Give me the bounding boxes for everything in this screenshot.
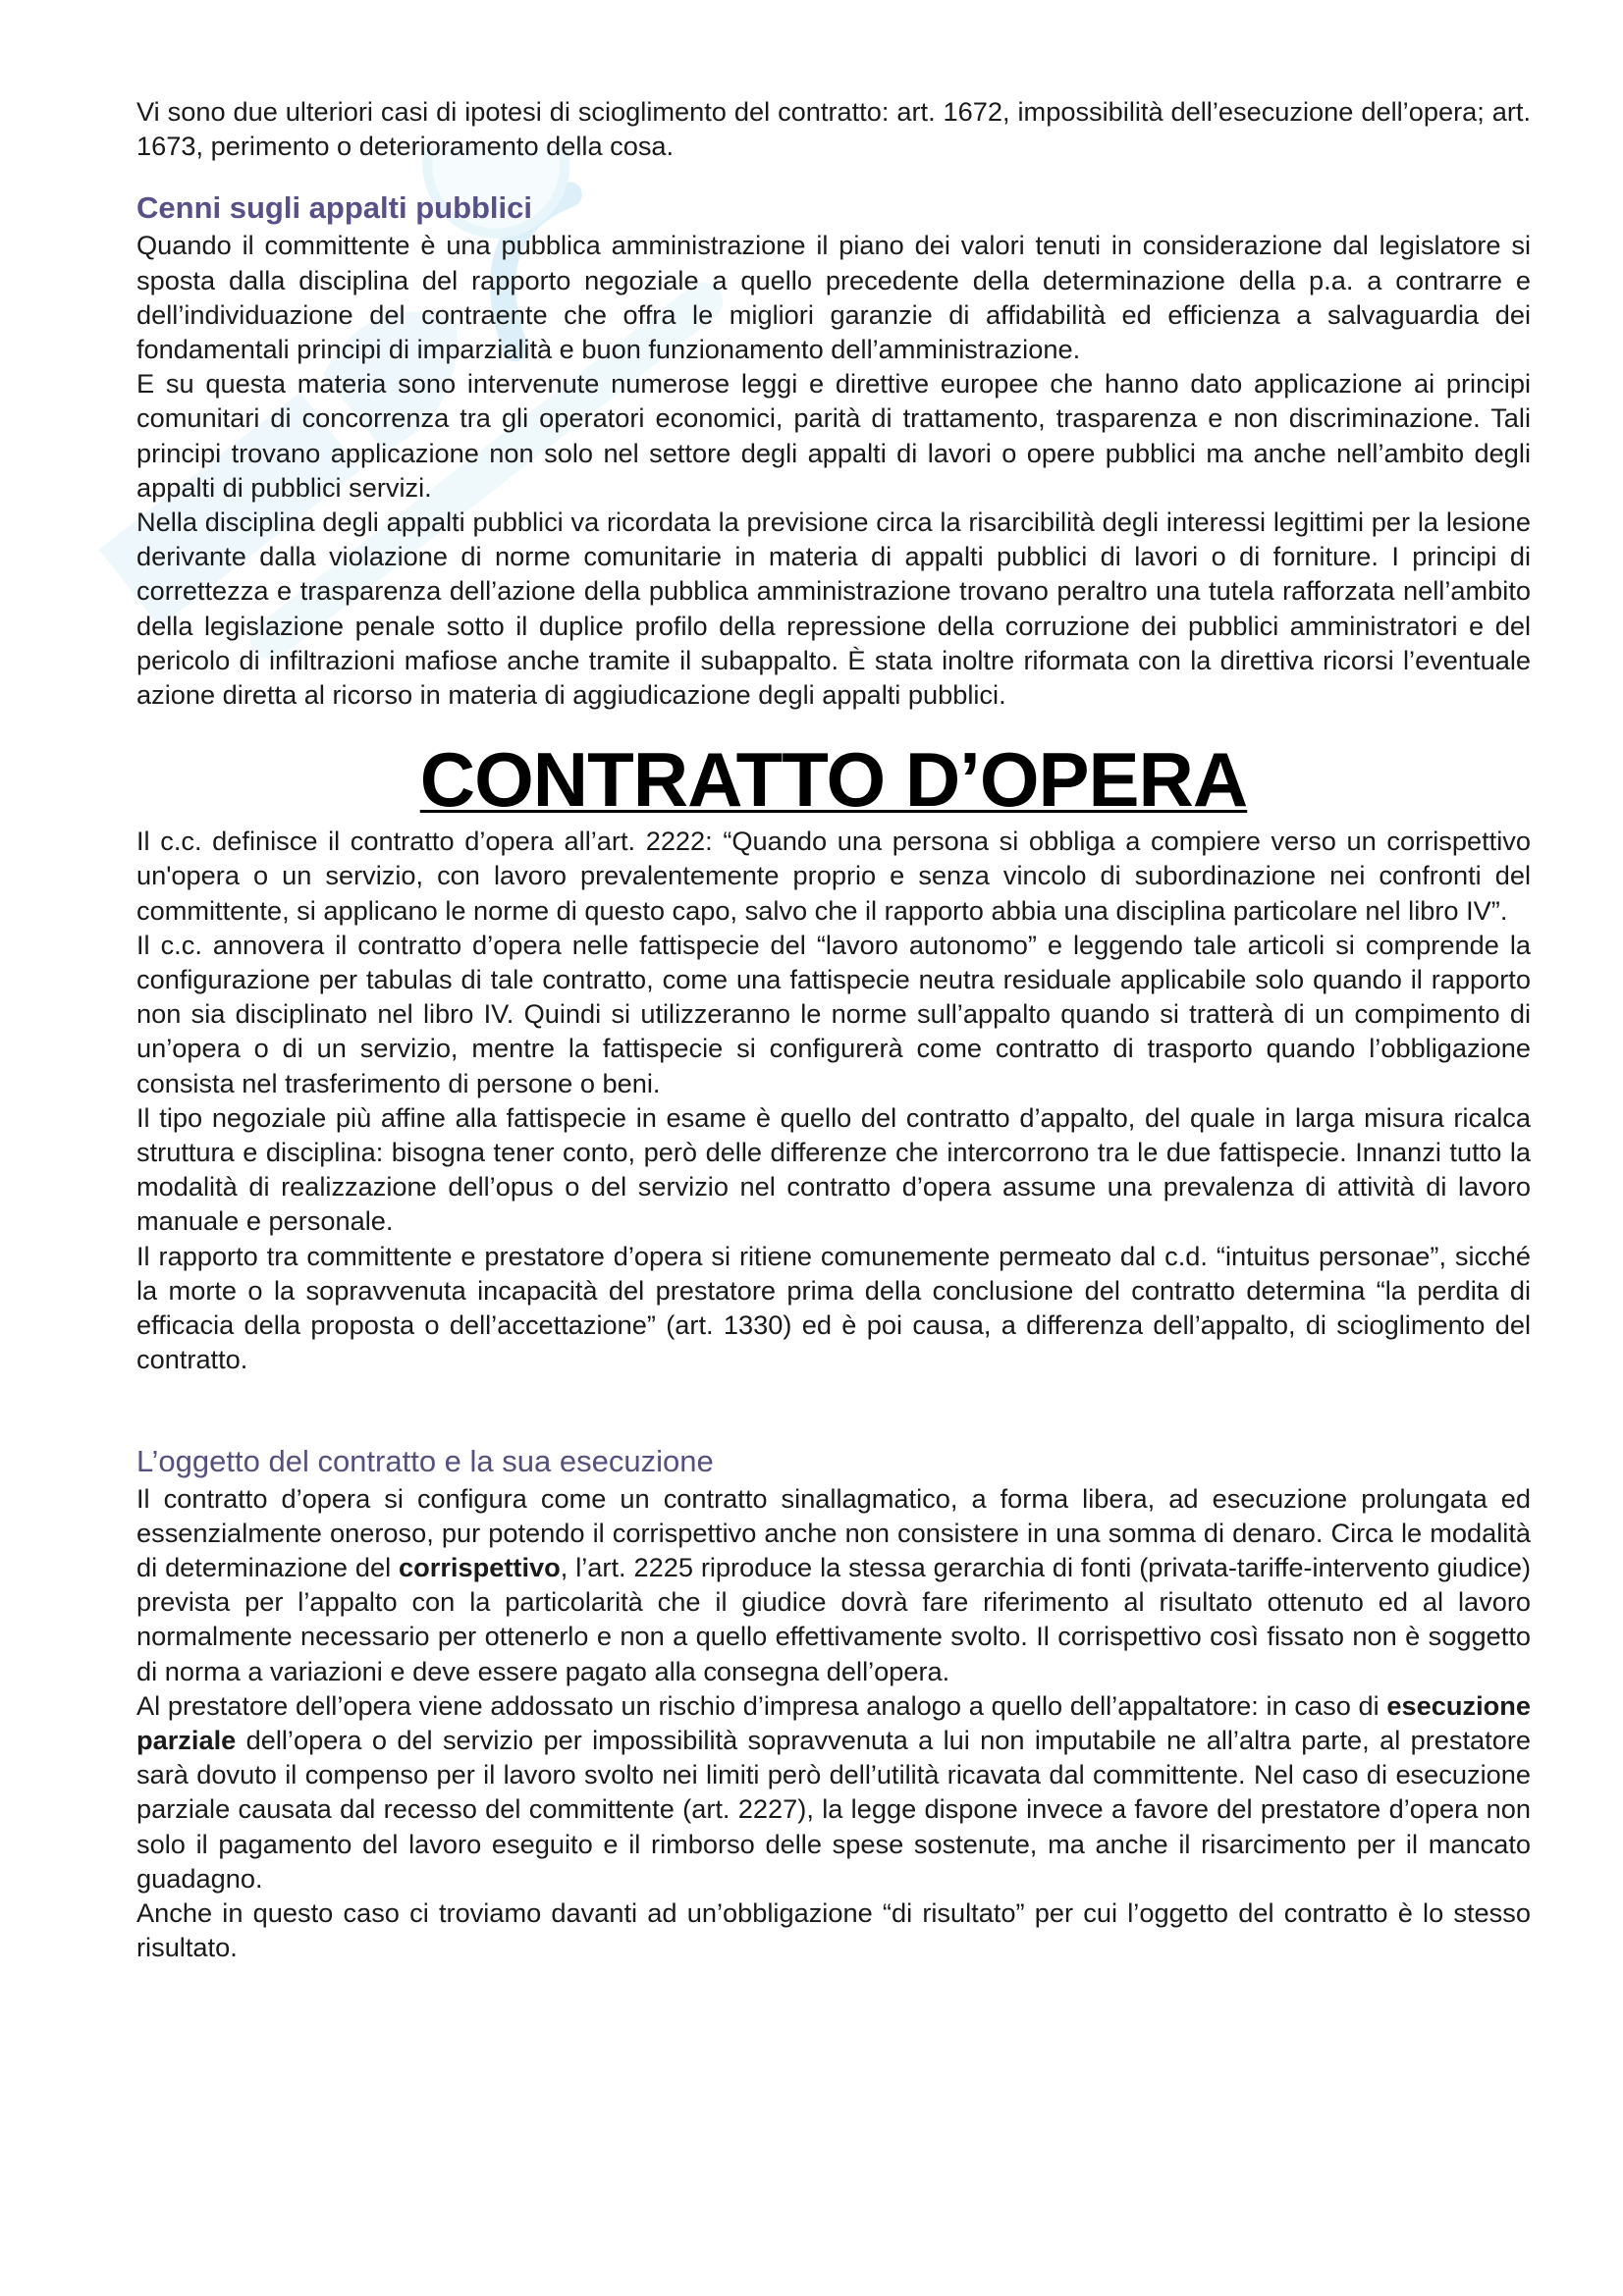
document-title-text: CONTRATTO D’OPERA	[419, 736, 1248, 824]
contratto-paragraph-1: Il c.c. definisce il contratto d’opera all’art. 2222: “Quando una persona si obbliga a compiere verso un corrispettivo un'opera o un servizio, con lavoro prevalentemente proprio e senza vincolo di subordinazione nei confronti del committente, si applicano le norme di questo capo, salvo che il rapporto abbia una disciplina particolare nel libro IV”.	[136, 826, 1531, 926]
oggetto-paragraph-2	[136, 1688, 1531, 1896]
oggetto-p1-text-b: , l’art. 2225 riproduce la stessa gerarchia di fonti (privata-tariffe-intervento giudice) prevista per l’appalto con la particolarità che il giudice dovrà fare riferimento al risultato ottenuto ed al lavoro normalmente necessario per ottenerlo e non a quello effettivamente svolto. Il corrispettivo così fissato non è soggetto di norma a variazioni e deve essere pagato alla consegna dell’opera.	[136, 1551, 1531, 1686]
oggetto-p2-text-b: dell’opera o del servizio per impossibilità sopravvenuta a lui non imputabile ne all’altra parte, al prestatore sarà dovuto il compenso per il lavoro svolto nei limiti però dell’utilità ricavata dal committente. Nel caso di esecuzione parziale causata dal recesso del committente (art. 2227), la legge dispone invece a favore del prestatore d’opera non solo il pagamento del lavoro eseguito e il rimborso delle spese sostenute, ma anche il risarcimento per il mancato guadagno.	[136, 1724, 1531, 1894]
esecuzione-parziale-bold: esecuzione parziale	[136, 1689, 1531, 1755]
oggetto-p2-text-a: Al prestatore dell’opera viene addossato un rischio d’impresa analogo a quello dell’appaltatore: in caso di	[136, 1689, 1387, 1721]
corrispettivo-bold: corrispettivo	[399, 1551, 561, 1582]
intro-paragraph: Vi sono due ulteriori casi di ipotesi di scioglimento del contratto: art. 1672, impossibilità dell’esecuzione dell’opera; art. 1673, perimento o deterioramento della cosa.	[136, 96, 1531, 162]
oggetto-paragraph-3: Anche in questo caso ci troviamo davanti ad un’obbligazione “di risultato” per cui l’oggetto del contratto è lo stesso risultato.	[136, 1896, 1531, 1963]
section-heading-appalti: Cenni sugli appalti pubblici	[136, 190, 533, 226]
contratto-paragraph-3: Il tipo negoziale più affine alla fattispecie in esame è quello del contratto d’appalto, del quale in larga misura ricalca struttura e disciplina: bisogna tener conto, però delle differenze che intercorrono tra le due fattispecie. Innanzi tutto la modalità di realizzazione dell’opus o del servizio nel contratto d’opera assume una prevalenza di attività di lavoro manuale e personale.	[136, 1101, 1531, 1237]
appalti-paragraph-2: E su questa materia sono intervenute numerose leggi e direttive europee che hanno dato applicazione ai principi comunitari di concorrenza tra gli operatori economici, parità di trattamento, trasparenza e non discriminazione. Tali principi trovano applicazione non solo nel settore degli appalti di lavori o opere pubblici ma anche nell’ambito degli appalti di pubblici servizi.	[136, 368, 1531, 503]
oggetto-paragraph-1	[136, 1481, 1531, 1688]
oggetto-p1-text-a: Il contratto d’opera si configura come un contratto sinallagmatico, a forma libera, ad esecuzione prolungata ed essenzialmente oneroso, pur potendo il corrispettivo anche non consistere in una somma di denaro. Circa le modalità di determinazione del	[136, 1482, 1531, 1582]
document-page	[136, 94, 1531, 1964]
contratto-paragraph-4: Il rapporto tra committente e prestatore d’opera si ritiene comunemente permeato dal c.d. “intuitus personae”, sicché la morte o la sopravvenuta incapacità del prestatore prima della conclusione del contratto determina “la perdita di efficacia della proposta o dell’accettazione” (art. 1330) ed è poi causa, a differenza dell’appalto, di scioglimento del contratto.	[136, 1240, 1531, 1375]
document-title	[136, 735, 1531, 824]
contratto-paragraph-2: Il c.c. annovera il contratto d’opera nelle fattispecie del “lavoro autonomo” e leggendo tale articoli si comprende la configurazione per tabulas di tale contratto, come una fattispecie neutra residuale applicabile solo quando il rapporto non sia disciplinato nel libro IV. Quindi si utilizzeranno le norme sull’appalto quando si tratterà di un compimento di un’opera o di un servizio, mentre la fattispecie si configurerà come contratto di trasporto quando l’obbligazione consista nel trasferimento di persone o beni.	[136, 929, 1531, 1098]
appalti-paragraph-3: Nella disciplina degli appalti pubblici va ricordata la previsione circa la risarcibilità degli interessi legittimi per la lesione derivante dalla violazione di norme comunitarie in materia di appalti pubblici di lavori o di forniture. I principi di correttezza e trasparenza dell’azione della pubblica amministrazione trovano peraltro una tutela rafforzata nell’ambito della legislazione penale sotto il duplice profilo della repressione della corruzione dei pubblici amministratori e del pericolo di infiltrazioni mafiose anche tramite il subappalto. È stata inoltre riformata con la direttiva ricorsi l’eventuale azione diretta al ricorso in materia di aggiudicazione degli appalti pubblici.	[136, 507, 1531, 711]
appalti-paragraph-1: Quando il committente è una pubblica amministrazione il piano dei valori tenuti in considerazione dal legislatore si sposta dalla disciplina del rapporto negoziale a quello precedente della determinazione della p.a. a contrarre e dell’individuazione del contraente che offra le migliori garanzie di affidabilità ed efficienza a salvaguardia dei fondamentali principi di imparzialità e buon funzionamento dell’amministrazione.	[136, 230, 1531, 365]
section-heading-oggetto: L’oggetto del contratto e la sua esecuzione	[136, 1443, 714, 1478]
